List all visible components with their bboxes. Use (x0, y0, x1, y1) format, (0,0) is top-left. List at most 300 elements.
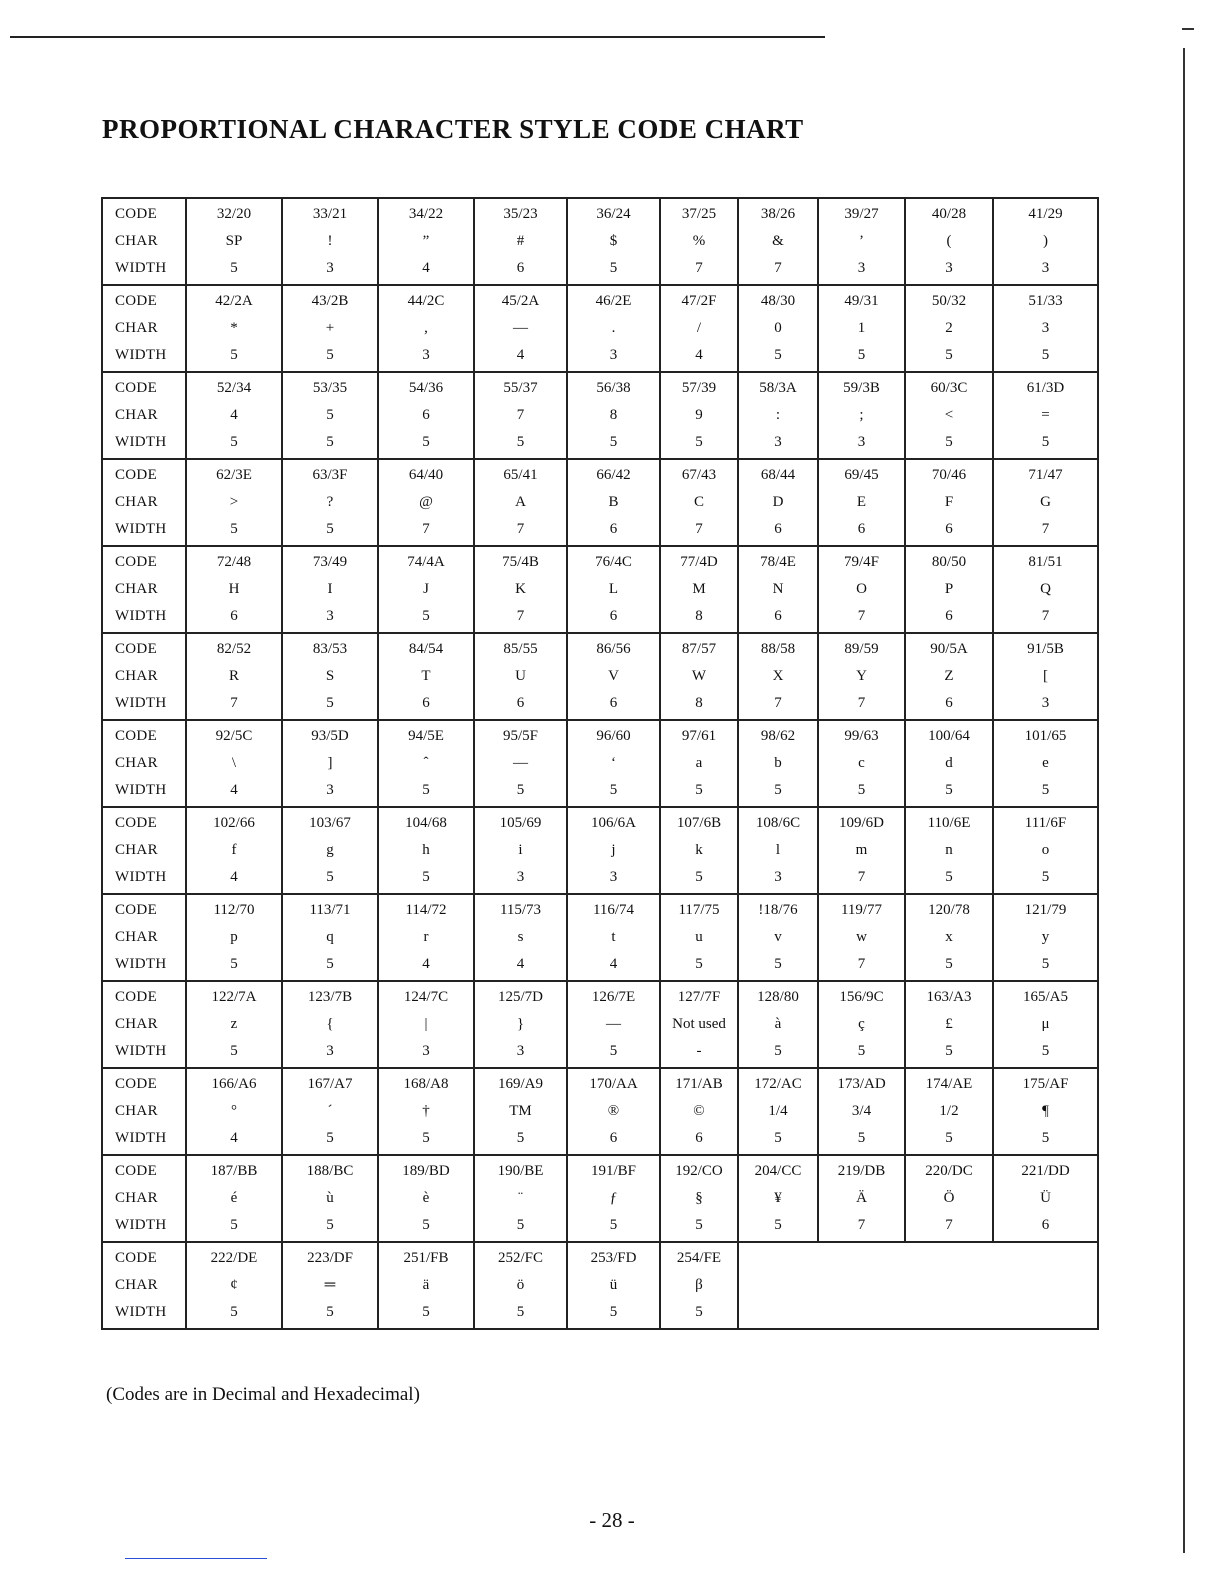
char-value: ( (946, 233, 952, 249)
chart-row-group (102, 546, 1098, 633)
code-value: 43/2B (311, 293, 349, 309)
width-label: WIDTH (115, 956, 167, 972)
char-value: ’ (859, 233, 864, 249)
char-value: \ (231, 755, 237, 771)
code-cell (818, 285, 905, 372)
char-value: a (695, 755, 703, 771)
width-value: 7 (1041, 521, 1050, 537)
code-cell (567, 981, 660, 1068)
code-cell (738, 720, 818, 807)
code-value: 219/DB (837, 1163, 886, 1179)
code-cell (378, 372, 474, 459)
width-value: 5 (230, 1217, 238, 1233)
char-value: ? (326, 494, 334, 510)
code-cell (474, 285, 567, 372)
width-label: WIDTH (115, 260, 167, 276)
width-value: 7 (774, 695, 782, 711)
char-value: : (775, 407, 781, 423)
code-cell (378, 894, 474, 981)
code-value: 127/7F (677, 989, 721, 1005)
code-cell (186, 1155, 282, 1242)
code-cell (474, 720, 567, 807)
width-value: 5 (695, 869, 703, 885)
width-value: 5 (945, 1130, 953, 1146)
chart-row-group (102, 285, 1098, 372)
code-cell (186, 981, 282, 1068)
char-value: 1/2 (939, 1103, 959, 1119)
width-value: 5 (857, 1043, 866, 1059)
char-value: b (774, 755, 782, 771)
code-cell (282, 459, 378, 546)
char-value: § (695, 1190, 703, 1206)
width-value: 5 (774, 1043, 782, 1059)
code-value: 253/FD (590, 1250, 637, 1266)
char-value: I (327, 581, 333, 597)
code-cell (186, 807, 282, 894)
code-value: 81/51 (1028, 554, 1063, 570)
code-cell (905, 981, 993, 1068)
width-value: 5 (1041, 347, 1050, 363)
row-labels (102, 894, 186, 981)
width-value: 5 (609, 1304, 618, 1320)
char-value: S (325, 668, 335, 684)
code-cell (738, 981, 818, 1068)
code-value: 173/AD (837, 1076, 886, 1092)
char-label: CHAR (115, 929, 158, 945)
width-value: 3 (516, 1043, 525, 1059)
code-cell (282, 1068, 378, 1155)
code-cell (282, 1155, 378, 1242)
chart-row-group (102, 1155, 1098, 1242)
code-value: 97/61 (681, 728, 717, 744)
width-value: 5 (230, 1043, 238, 1059)
code-cell (993, 546, 1098, 633)
char-value: . (611, 320, 616, 336)
char-value: R (228, 668, 239, 684)
code-cell (282, 894, 378, 981)
char-value: G (1040, 494, 1051, 510)
width-value: 5 (326, 956, 334, 972)
code-value: 66/42 (596, 467, 631, 483)
code-value: 50/32 (931, 293, 967, 309)
code-value: 70/46 (931, 467, 967, 483)
char-value: < (944, 407, 954, 423)
char-value: ” (422, 233, 430, 249)
code-cell (378, 285, 474, 372)
char-value: f (231, 842, 237, 858)
width-value: 4 (230, 1130, 238, 1146)
char-value: TM (509, 1103, 532, 1119)
width-value: 5 (774, 782, 782, 798)
code-value: 51/33 (1028, 293, 1063, 309)
code-value: 105/69 (499, 815, 542, 831)
code-chart-body (102, 198, 1098, 1329)
code-value: 254/FE (676, 1250, 722, 1266)
code-cell (567, 459, 660, 546)
char-value: ç (858, 1016, 865, 1032)
char-value: ; (859, 407, 864, 423)
char-value: g (326, 842, 334, 858)
width-value: 7 (857, 869, 866, 885)
code-value: 32/20 (216, 206, 252, 222)
code-label: CODE (115, 728, 158, 744)
code-cell (993, 1155, 1098, 1242)
code-value: 75/4B (502, 554, 539, 570)
code-cell (660, 720, 738, 807)
chart-row-group (102, 633, 1098, 720)
char-value: c (858, 755, 865, 771)
char-value: > (229, 494, 239, 510)
code-value: 95/5F (502, 728, 538, 744)
width-value: 5 (945, 434, 953, 450)
char-value: o (1041, 842, 1050, 858)
char-value: A (515, 494, 526, 510)
width-value: 7 (516, 608, 525, 624)
char-label: CHAR (115, 1016, 158, 1032)
code-value: 125/7D (498, 989, 543, 1005)
code-cell (660, 198, 738, 285)
width-value: 3 (857, 260, 866, 276)
code-cell (818, 459, 905, 546)
code-cell (378, 633, 474, 720)
code-cell (378, 1155, 474, 1242)
width-value: - (696, 1043, 702, 1059)
width-value: 5 (422, 1304, 430, 1320)
width-value: 5 (326, 869, 334, 885)
code-value: 99/63 (844, 728, 879, 744)
width-value: 3 (1041, 695, 1050, 711)
code-cell (474, 1155, 567, 1242)
width-value: 6 (695, 1130, 703, 1146)
code-value: 91/5B (1027, 641, 1064, 657)
char-value: t (611, 929, 616, 945)
code-value: 76/4C (595, 554, 632, 570)
char-value: X (772, 668, 784, 684)
code-value: 41/29 (1028, 206, 1063, 222)
code-value: 171/AB (675, 1076, 723, 1092)
code-cell (993, 633, 1098, 720)
char-value: 2 (945, 320, 953, 336)
width-value: 3 (326, 608, 334, 624)
char-value: k (695, 842, 703, 858)
char-value: } (516, 1016, 525, 1032)
chart-row-group (102, 1068, 1098, 1155)
char-value: & (772, 233, 784, 249)
char-value: i (518, 842, 523, 858)
code-cell (378, 720, 474, 807)
char-value: p (230, 929, 238, 945)
code-cell (474, 633, 567, 720)
code-value: 78/4E (760, 554, 796, 570)
width-value: 7 (695, 521, 703, 537)
char-label: CHAR (115, 233, 158, 249)
code-cell (818, 807, 905, 894)
width-value: 5 (422, 869, 430, 885)
code-value: 52/34 (216, 380, 252, 396)
corner-tick (1182, 28, 1194, 30)
code-value: 55/37 (503, 380, 538, 396)
code-value: 69/45 (844, 467, 879, 483)
code-cell (186, 372, 282, 459)
code-value: 222/DE (210, 1250, 258, 1266)
code-cell (660, 894, 738, 981)
code-cell (378, 546, 474, 633)
code-value: 58/3A (759, 380, 797, 396)
char-value: ] (327, 755, 333, 771)
width-value: 6 (609, 695, 618, 711)
code-value: 85/55 (503, 641, 538, 657)
code-value: 174/AE (925, 1076, 973, 1092)
width-value: 6 (609, 608, 618, 624)
char-value: s (517, 929, 524, 945)
code-cell (905, 894, 993, 981)
char-value: ¥ (774, 1190, 782, 1206)
char-label: CHAR (115, 407, 158, 423)
code-value: 48/30 (760, 293, 796, 309)
width-label: WIDTH (115, 695, 167, 711)
chart-row-group (102, 459, 1098, 546)
width-value: 5 (422, 782, 430, 798)
width-value: 5 (422, 608, 430, 624)
char-value: , (424, 320, 428, 336)
width-value: 4 (695, 347, 703, 363)
char-value: j (611, 842, 616, 858)
code-value: 165/A5 (1023, 989, 1068, 1005)
code-cell (474, 198, 567, 285)
code-cell (738, 894, 818, 981)
code-value: 89/59 (844, 641, 879, 657)
char-value: y (1041, 929, 1050, 945)
code-value: 92/5C (215, 728, 253, 744)
right-margin-rule (1183, 48, 1185, 1553)
code-value: 192/CO (675, 1163, 723, 1179)
width-label: WIDTH (115, 869, 167, 885)
width-value: 3 (609, 347, 618, 363)
page-number: - 28 - (589, 1508, 635, 1532)
width-value: 5 (695, 956, 703, 972)
char-value: / (696, 320, 702, 336)
row-labels (102, 1242, 186, 1329)
width-value: 4 (230, 782, 238, 798)
width-value: 4 (422, 260, 430, 276)
code-label: CODE (115, 206, 158, 222)
char-value: K (515, 581, 526, 597)
row-labels (102, 720, 186, 807)
code-cell (186, 894, 282, 981)
char-value: O (856, 581, 867, 597)
code-value: 113/71 (309, 902, 351, 918)
code-value: 104/68 (405, 815, 447, 831)
code-value: 110/6E (927, 815, 971, 831)
char-value: ü (609, 1277, 618, 1293)
code-cell (186, 1068, 282, 1155)
char-value: è (422, 1190, 430, 1206)
width-value: 4 (516, 347, 525, 363)
char-label: CHAR (115, 755, 158, 771)
char-value: 0 (774, 320, 782, 336)
width-label: WIDTH (115, 434, 167, 450)
width-value: 5 (609, 1217, 618, 1233)
code-value: 114/72 (405, 902, 447, 918)
char-value: Q (1040, 581, 1051, 597)
code-cell (660, 1068, 738, 1155)
width-value: 5 (1041, 1130, 1050, 1146)
code-cell (660, 1242, 738, 1329)
char-value: ° (231, 1103, 237, 1119)
code-label: CODE (115, 467, 158, 483)
chart-row-group (102, 981, 1098, 1068)
width-value: 5 (230, 434, 238, 450)
code-value: 252/FC (497, 1250, 543, 1266)
width-label: WIDTH (115, 1304, 167, 1320)
code-cell (738, 198, 818, 285)
code-cell (993, 1068, 1098, 1155)
width-label: WIDTH (115, 1043, 167, 1059)
code-cell (738, 807, 818, 894)
char-value: z (230, 1016, 238, 1032)
code-value: 109/6D (839, 815, 884, 831)
char-value: E (856, 494, 867, 510)
code-cell (993, 285, 1098, 372)
char-value: [ (1043, 668, 1048, 684)
code-cell (993, 720, 1098, 807)
char-label: CHAR (115, 668, 158, 684)
code-value: 88/58 (760, 641, 796, 657)
char-value: Y (856, 668, 867, 684)
width-value: 5 (326, 1130, 334, 1146)
char-value: ö (516, 1277, 525, 1293)
empty-cell (738, 1242, 1098, 1329)
code-cell (660, 1155, 738, 1242)
code-value: 96/60 (596, 728, 631, 744)
char-value: ® (607, 1103, 620, 1119)
code-cell (660, 285, 738, 372)
width-value: 6 (945, 608, 953, 624)
char-value: 4 (230, 407, 238, 423)
code-cell (738, 372, 818, 459)
char-value: 6 (422, 407, 430, 423)
char-value: h (422, 842, 430, 858)
width-value: 5 (857, 1130, 866, 1146)
code-label: CODE (115, 641, 158, 657)
width-value: 5 (695, 782, 703, 798)
code-cell (905, 372, 993, 459)
code-value: 168/A8 (403, 1076, 449, 1092)
width-value: 5 (695, 1304, 703, 1320)
char-value: U (515, 668, 526, 684)
code-cell (905, 1155, 993, 1242)
code-cell (567, 807, 660, 894)
width-value: 8 (695, 608, 703, 624)
width-value: 5 (695, 1217, 703, 1233)
width-value: 4 (230, 869, 238, 885)
code-cell (567, 1242, 660, 1329)
chart-row-group (102, 372, 1098, 459)
code-value: 77/4D (680, 554, 718, 570)
code-cell (186, 198, 282, 285)
code-cell (378, 1242, 474, 1329)
code-label: CODE (115, 1076, 158, 1092)
code-value: 47/2F (681, 293, 717, 309)
width-label: WIDTH (115, 1130, 167, 1146)
width-value: 5 (774, 1217, 782, 1233)
width-value: 5 (422, 1217, 430, 1233)
char-value: F (944, 494, 954, 510)
char-value: M (692, 581, 706, 597)
width-value: 5 (516, 1130, 525, 1146)
code-value: 191/BF (590, 1163, 636, 1179)
char-value: ) (1043, 233, 1048, 249)
code-value: 60/3C (930, 380, 968, 396)
char-value: r (423, 929, 429, 945)
width-label: WIDTH (115, 347, 167, 363)
code-cell (378, 981, 474, 1068)
width-value: 5 (326, 347, 334, 363)
code-cell (474, 807, 567, 894)
row-labels (102, 459, 186, 546)
char-value: w (856, 929, 867, 945)
char-value: 3 (1041, 320, 1050, 336)
width-value: 4 (422, 956, 430, 972)
code-value: 35/23 (503, 206, 538, 222)
width-label: WIDTH (115, 782, 167, 798)
code-cell (905, 1068, 993, 1155)
char-value: ä (422, 1277, 430, 1293)
code-value: 38/26 (760, 206, 796, 222)
width-value: 6 (516, 695, 525, 711)
width-value: 5 (1041, 1043, 1050, 1059)
code-value: 83/53 (312, 641, 348, 657)
char-value: SP (225, 233, 243, 249)
code-value: 190/BE (497, 1163, 544, 1179)
char-value: μ (1041, 1016, 1050, 1032)
width-value: 5 (609, 434, 618, 450)
width-value: 5 (609, 782, 618, 798)
code-cell (738, 633, 818, 720)
code-cell (567, 1068, 660, 1155)
code-value: 45/2A (501, 293, 540, 309)
char-value: v (774, 929, 782, 945)
char-value: Ö (943, 1190, 955, 1206)
width-value: 8 (695, 695, 703, 711)
code-value: 100/64 (928, 728, 970, 744)
code-cell (818, 894, 905, 981)
width-value: 5 (1041, 956, 1050, 972)
top-rule (10, 36, 825, 38)
code-cell (474, 372, 567, 459)
char-label: CHAR (115, 320, 158, 336)
code-value: 120/78 (928, 902, 970, 918)
char-value: D (772, 494, 784, 510)
code-label: CODE (115, 1163, 158, 1179)
code-cell (905, 807, 993, 894)
code-cell (660, 546, 738, 633)
code-value: 119/77 (840, 902, 883, 918)
code-value: 172/AC (754, 1076, 802, 1092)
width-value: 7 (422, 521, 430, 537)
code-cell (993, 894, 1098, 981)
char-value: L (608, 581, 619, 597)
width-value: 5 (1041, 782, 1050, 798)
code-value: 62/3E (216, 467, 252, 483)
code-value: 112/70 (213, 902, 255, 918)
char-value: Ü (1040, 1190, 1051, 1206)
code-value: 61/3D (1026, 380, 1065, 396)
code-value: 220/DC (925, 1163, 973, 1179)
width-value: 5 (422, 434, 430, 450)
code-cell (378, 1068, 474, 1155)
code-cell (905, 546, 993, 633)
